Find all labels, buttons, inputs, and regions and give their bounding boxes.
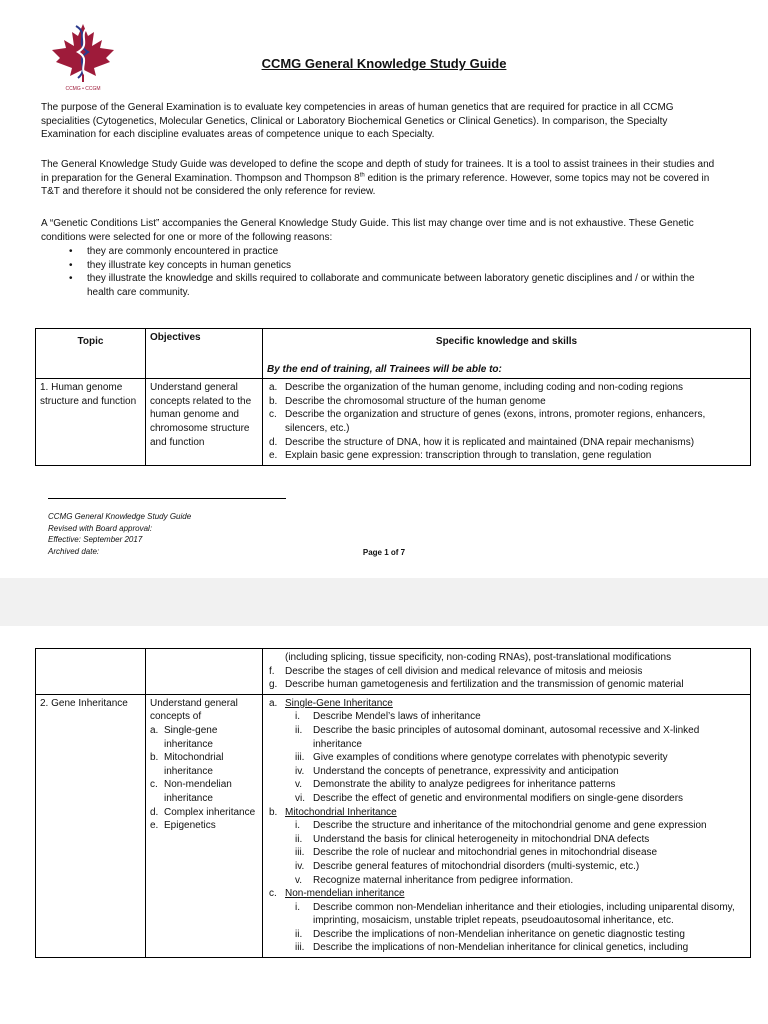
list-item: v. Recognize maternal inheritance from pedigree information.: [295, 874, 574, 886]
header-objectives: Objectives: [146, 329, 263, 379]
list-item: • they illustrate the knowledge and skills required to collaborate and communicate between laboratory genetic disciplines and / or within the health care community.: [62, 272, 712, 299]
list-item: v. Demonstrate the ability to analyze pedigrees for inheritance patterns: [295, 779, 616, 791]
list-item: iii. Give examples of conditions where genotype correlates with phenotypic severity: [295, 752, 668, 764]
list-item: • they are commonly encountered in practice: [62, 245, 712, 259]
list-item: f. Describe the stages of cell division and medical relevance of mitosis and meiosis: [269, 665, 643, 677]
page-number: Page 1 of 7: [362, 548, 406, 557]
list-item: d. Describe the structure of DNA, how it is replicated and maintained (DNA repair mechanisms): [269, 436, 695, 448]
list-item: i. Describe common non-Mendelian inheritance and their etiologies, including uniparental disomy, imprinting, mosaicism, unstable triplet repeats, pseudoautosomal inheritance, etc.: [295, 901, 735, 927]
list-item: e. Epigenetics: [150, 820, 216, 832]
list-item: i. Describe Mendel’s laws of inheritance: [295, 711, 481, 723]
objective-cell: Understand general concepts of a. Single-gene inheritance b. Mitochondrial inheritance c. Non-mendelian inheritance d. Complex inheritance e. Epigenetics: [146, 694, 263, 957]
list-item: vi. Describe the effect of genetic and environmental modifiers on single-gene disorders: [295, 792, 684, 804]
table-row: [36, 694, 751, 957]
list-item: iii. Describe the role of nuclear and mitochondrial genes in mitochondrial disease: [295, 847, 658, 859]
reasons-list: [62, 245, 712, 299]
intro-paragraph-3: A “Genetic Conditions List” accompanies the General Knowledge Study Guide. This list may change over time and is not exhaustive. These Genetic conditions were selected for one or more of the following reasons:: [41, 218, 694, 243]
intro-paragraph-2: The General Knowledge Study Guide was developed to define the scope and depth of study for trainees. It is a tool to assist trainees in their studies and in preparation for the General Examination. Thompson and Thompson 8th edition is the primary reference. However, some topics may not be covered in T&T and therefore it should not be considered the only reference for review.: [41, 159, 715, 198]
intro-paragraph-1: The purpose of the General Examination is to evaluate key competencies in areas of human genetics that are required for practice in all CCMG specialities (Cytogenetics, Molecular Genetics, Clinical or Laboratory Biochemical Genetics or Clinical Genetics). In comparison, the Specialty Examination for each discipline evaluates areas of competence unique to each Specialty.: [41, 102, 674, 141]
skills-cell: [263, 649, 751, 695]
skills-cell: [263, 694, 751, 957]
list-item: • they illustrate key concepts in human genetics: [62, 259, 712, 273]
section-non-mendelian: c. Non-mendelian inheritance i. Describe common non-Mendelian inheritance and their etiologies, including uniparental disomy, imprinting, mosaicism, unstable triplet repeats, pseudoautosomal inheritance, etc. ii. Describe the implications of non-Mendelian inheritance on genetic diagnostic testing iii. Describe the implications of non-Mendelian inheritance for clinical genetics, including: [267, 887, 746, 955]
objective-cell: [146, 649, 263, 695]
list-item: ii. Describe the basic principles of autosomal dominant, autosomal recessive and X-linked inheritance: [295, 724, 700, 750]
section-single-gene: a. Single-Gene Inheritance i. Describe Mendel’s laws of inheritance ii. Describe the basic principles of autosomal dominant, autosomal recessive and X-linked inheritance iii. Give examples of conditions where genotype correlates with phenotypic severity iv. Understand the concepts of penetrance, expressivity and anticipation v. Demonstrate the ability to analyze pedigrees for inheritance patterns vi. Describe the effect of genetic and environmental modifiers on single-gene disorders: [267, 697, 746, 806]
logo-text: CCMG • CCGM: [65, 86, 101, 92]
continued-text: (including splicing, tissue specificity, non-coding RNAs), post-translational modifications: [285, 652, 672, 663]
topic-cell: 2. Gene Inheritance: [36, 694, 146, 957]
list-item: ii. Describe the implications of non-Mendelian inheritance on genetic diagnostic testing: [295, 928, 685, 940]
header-skills-subtitle: By the end of training, all Trainees will be able to:: [267, 363, 502, 375]
list-item: i. Describe the structure and inheritance of the mitochondrial genome and gene expression: [295, 820, 707, 832]
list-item: c. Non-mendelian inheritance: [150, 779, 232, 804]
list-item: iv. Understand the concepts of penetrance, expressivity and anticipation: [295, 765, 619, 777]
list-item: ii. Understand the basis for clinical heterogeneity in mitochondrial DNA defects: [295, 833, 650, 845]
table-row: [36, 379, 751, 466]
list-item: a. Single-gene inheritance: [150, 724, 218, 750]
list-item: b. Mitochondrial inheritance: [150, 752, 224, 777]
list-item: iv. Describe general features of mitochondrial disorders (multi-systemic, etc.): [295, 860, 640, 872]
document-title: CCMG General Knowledge Study Guide: [261, 56, 507, 71]
list-item: a. Describe the organization of the human genome, including coding and non-coding regions: [269, 382, 684, 394]
table-header-row: [36, 329, 751, 379]
header-topic: Topic: [36, 329, 146, 379]
list-item: g. Describe human gametogenesis and fertilization and the transmission of genomic material: [269, 679, 684, 691]
list-item: iii. Describe the implications of non-Mendelian inheritance for clinical genetics, including: [295, 942, 689, 954]
list-item: c. Describe the organization and structure of genes (exons, introns, promoter regions, enhancers, silencers, etc.): [269, 409, 706, 434]
objective-cell: Understand general concepts related to the human genome and chromosome structure and function: [146, 379, 263, 466]
footer: CCMG General Knowledge Study Guide Revised with Board approval: Effective: September 2017 Archived date:: [48, 512, 192, 556]
study-guide-table: [35, 328, 751, 466]
footer-rule: [48, 498, 286, 499]
skills-cell: [263, 379, 751, 466]
section-mitochondrial: b. Mitochondrial Inheritance i. Describe the structure and inheritance of the mitochondrial genome and gene expression ii. Understand the basis for clinical heterogeneity in mitochondrial DNA defects iii. Describe the role of nuclear and mitochondrial genes in mitochondrial disease iv. Describe general features of mitochondrial disorders (multi-systemic, etc.) v. Recognize maternal inheritance from pedigree information.: [267, 806, 746, 888]
topic-cell: [36, 649, 146, 695]
table-row: [36, 649, 751, 695]
list-item: d. Complex inheritance: [150, 806, 256, 818]
study-guide-table-continued: [35, 648, 751, 958]
list-item: b. Describe the chromosomal structure of the human genome: [269, 395, 546, 407]
list-item: e. Explain basic gene expression: transcription through to translation, gene regulation: [269, 450, 652, 462]
topic-cell: 1. Human genome structure and function: [36, 379, 146, 466]
header-skills: Specific knowledge and skills By the end of training, all Trainees will be able to:: [263, 329, 751, 379]
